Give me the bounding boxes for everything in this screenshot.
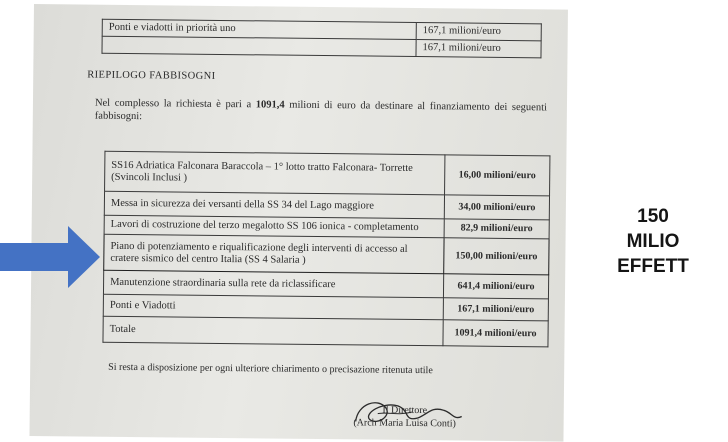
need-label: SS16 Adriatica Falconara Baraccola – 1° lotto tratto Falconara- Torrette (Svincoli Inclusi ) (105, 151, 445, 195)
need-value: 34,00 milioni/euro (444, 195, 549, 220)
intro-text-before: Nel complesso la richiesta è pari a (94, 97, 256, 111)
side-caption (578, 204, 728, 279)
table-cell-label: Ponti e viadotti in priorità uno (102, 19, 416, 39)
closing-sentence: Si resta a disposizione per ogni ulteriore chiarimento o precisazione ritenuta utile (108, 361, 433, 377)
table-row (103, 316, 548, 347)
intro-paragraph (95, 97, 547, 128)
arrow-right-icon (0, 226, 100, 288)
side-caption-line: 150 (637, 206, 669, 227)
need-label: Totale (103, 316, 443, 346)
intro-amount: 1091,4 (255, 99, 285, 111)
table-row-highlighted (104, 234, 549, 275)
side-caption-line: EFFETT (617, 256, 689, 277)
need-label: Ponti e Viadotti (103, 294, 443, 320)
signature-title: Il Direttore (382, 404, 428, 417)
need-value: 641,4 milioni/euro (443, 274, 548, 299)
need-value: 167,1 milioni/euro (443, 298, 548, 321)
section-heading: RIEPILOGO FABBISOGNI (87, 69, 216, 82)
needs-table (102, 151, 550, 348)
bridges-priority-table (101, 19, 541, 59)
table-row (102, 36, 541, 58)
intro-text-after: milioni di euro da destinare al finanziamento dei seguenti fabbisogni: (94, 99, 547, 123)
signature-name: (Arch Maria Luisa Conti) (353, 417, 456, 430)
need-label: Lavori di costruzione del terzo megalotto SS 106 ionica - completamento (104, 215, 444, 238)
document-photo (29, 4, 567, 442)
table-cell-label (102, 36, 416, 56)
signature-block (330, 403, 480, 431)
table-cell-value: 167,1 milioni/euro (416, 40, 541, 58)
need-label: Manutenzione straordinaria sulla rete da riclassificare (103, 270, 443, 298)
need-label: Piano di potenziamento e riqualificazione degli interventi di accesso al cratere sismico del centro Italia (SS 4 Salaria ) (104, 234, 444, 274)
need-label: Messa in sicurezza dei versanti della SS 34 del Lago maggiore (104, 191, 444, 219)
table-row (105, 151, 550, 196)
side-caption-line: MILIO (626, 231, 680, 252)
need-value: 150,00 milioni/euro (444, 238, 549, 275)
need-value: 1091,4 milioni/euro (443, 320, 548, 347)
need-value: 82,9 milioni/euro (444, 219, 549, 239)
need-value: 16,00 milioni/euro (445, 155, 550, 196)
table-cell-value: 167,1 milioni/euro (416, 23, 541, 41)
